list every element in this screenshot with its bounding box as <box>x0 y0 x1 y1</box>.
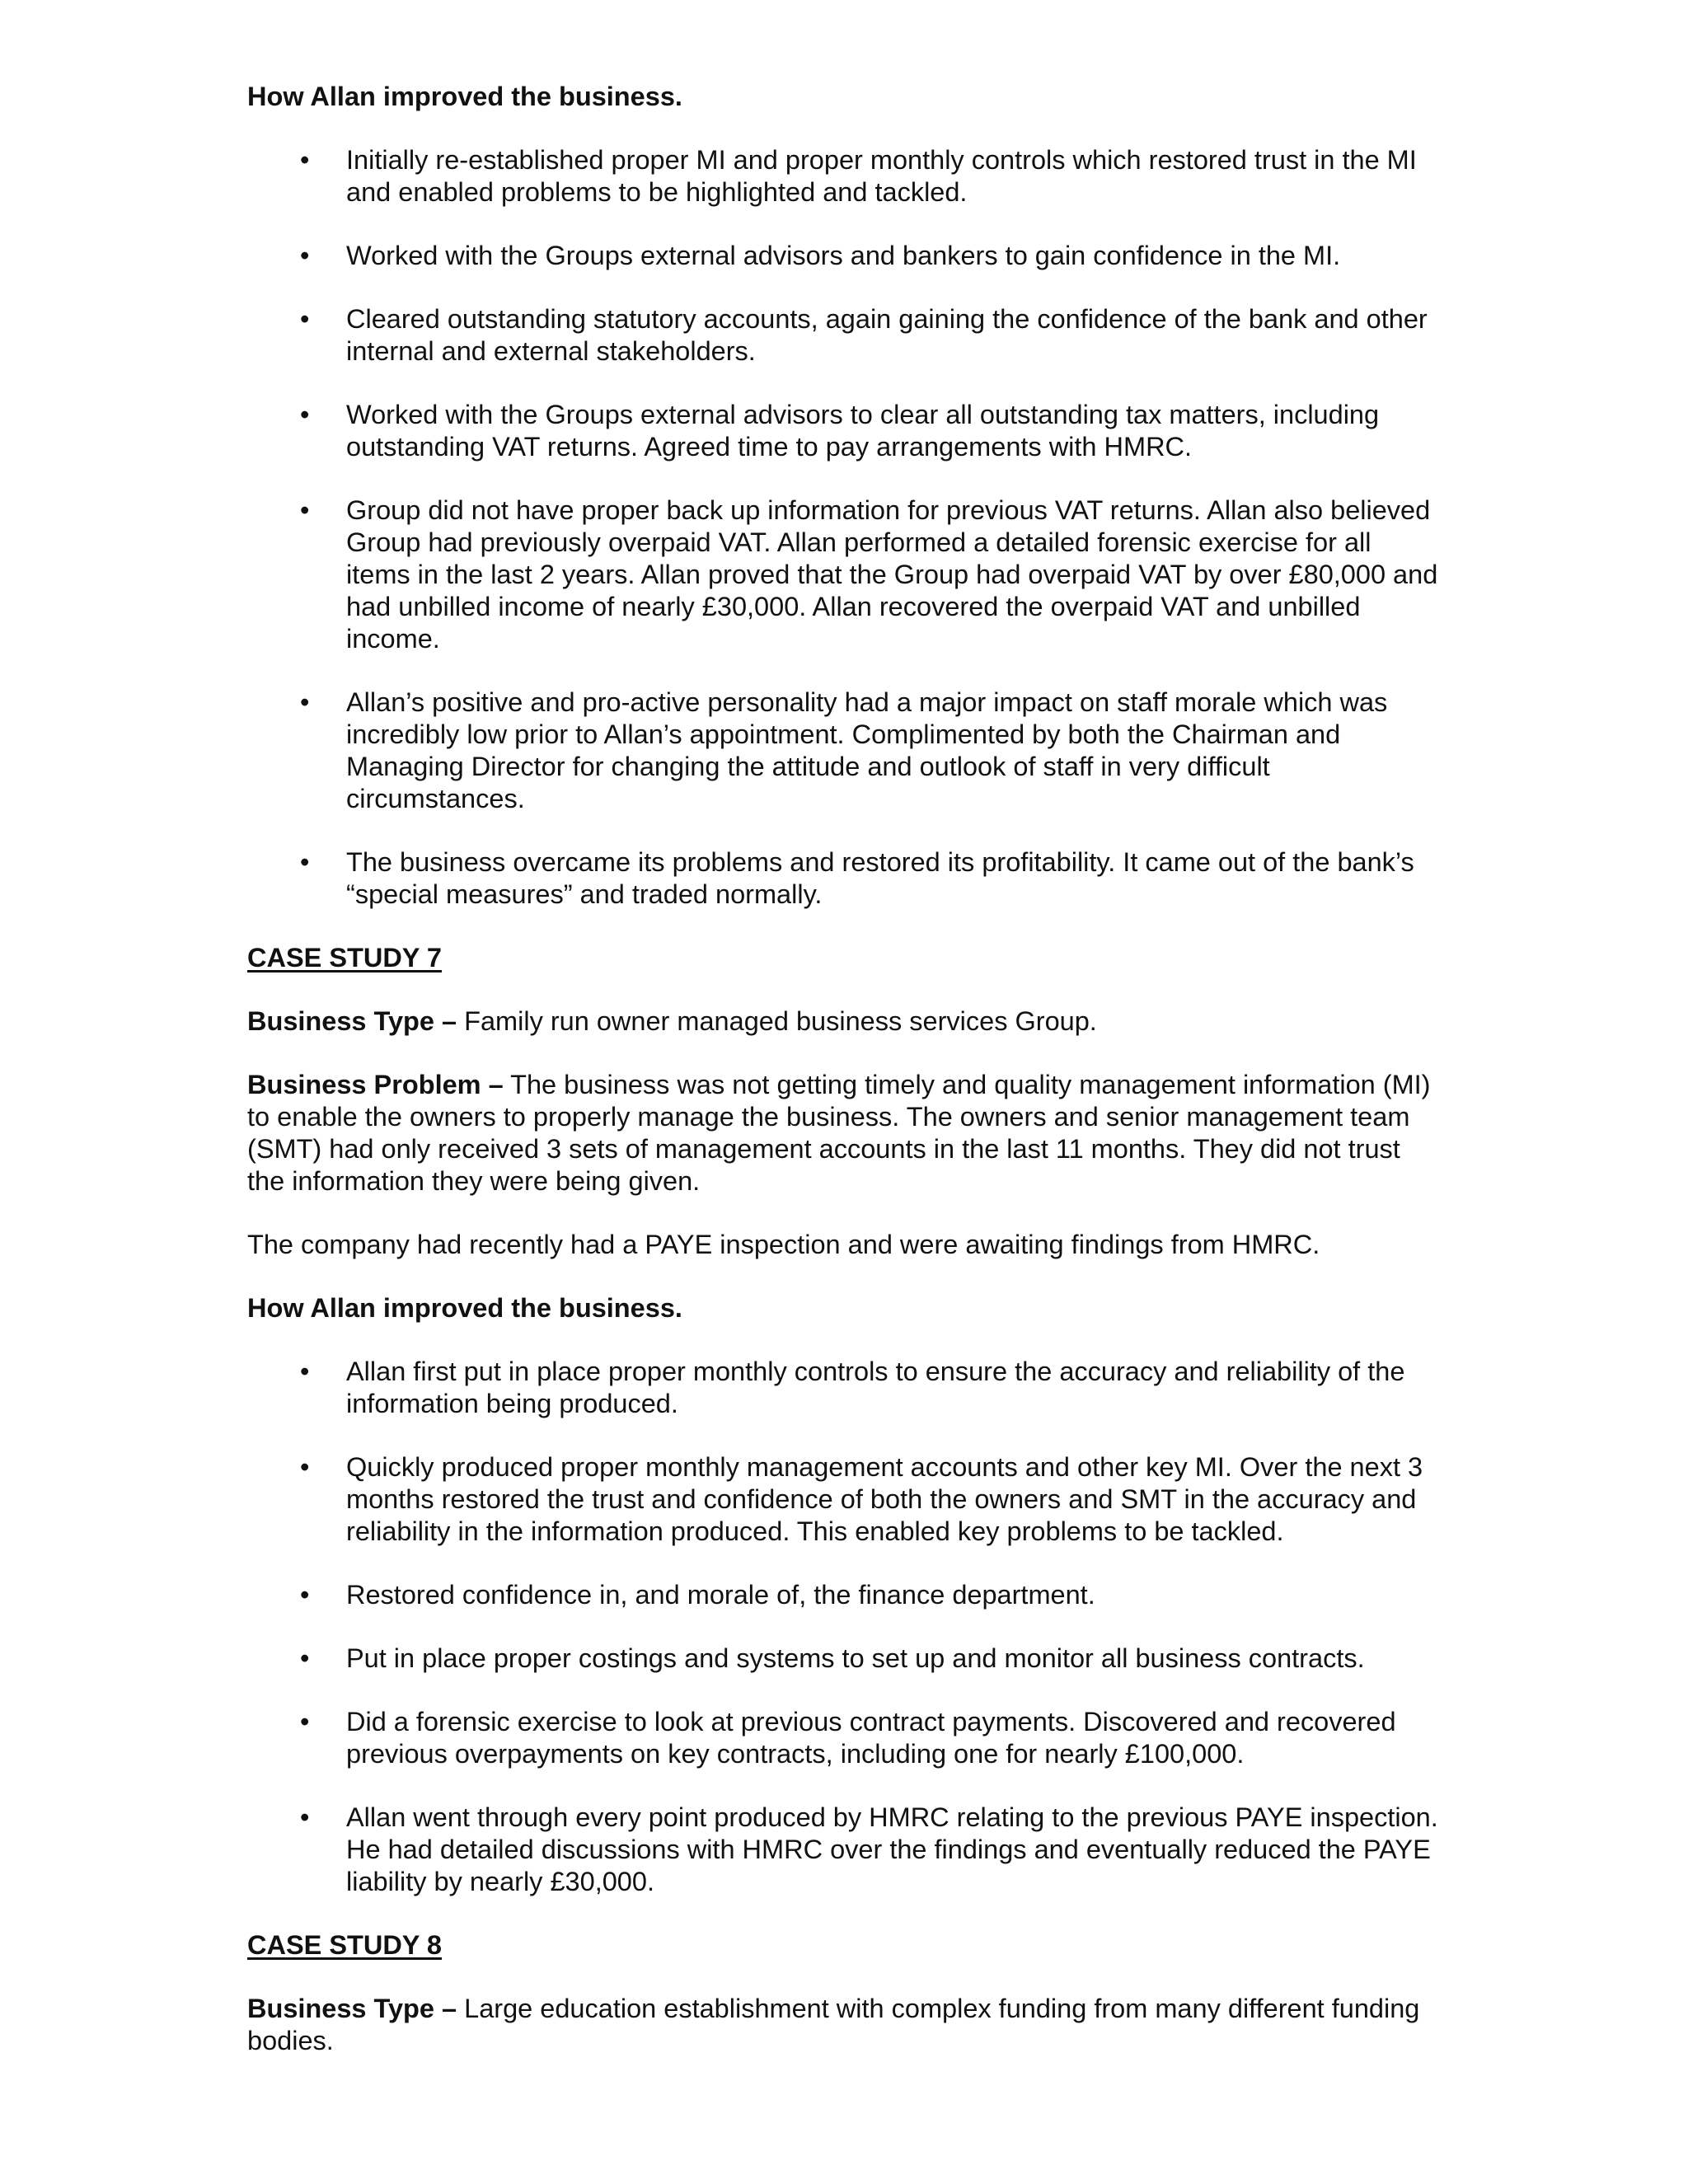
improvement-list <box>247 144 1442 911</box>
bullet-icon: • <box>300 1452 310 1482</box>
list-item: • Quickly produced proper monthly management accounts and other key MI. Over the next 3 months restored the trust and confidence of both the owners and SMT in the accuracy and reliability in the information produced. This enabled key problems to be tackled. <box>300 1452 1423 1546</box>
business-problem-paragraph: Business Problem – The business was not getting timely and quality management information (MI) to enable the owners to properly manage the business. The owners and senior management team (SMT) had only received 3 sets of management accounts in the last 11 months. They did not trust the information they were being given. <box>247 1070 1431 1196</box>
bullet-icon: • <box>300 400 310 429</box>
section-heading: How Allan improved the business. <box>247 82 682 111</box>
list-item: • Initially re-established proper MI and proper monthly controls which restored trust in the MI and enabled problems to be highlighted and tackled. <box>300 145 1417 207</box>
bullet-icon: • <box>300 495 310 525</box>
list-item: • Cleared outstanding statutory accounts, again gaining the confidence of the bank and other internal and external stakeholders. <box>300 304 1428 366</box>
list-item: • Restored confidence in, and morale of, the finance department. <box>300 1580 1095 1610</box>
business-type-label: Business Type – <box>247 1006 457 1036</box>
case-study-8-title: CASE STUDY 8 <box>247 1930 442 1960</box>
list-item: • Worked with the Groups external advisors and bankers to gain confidence in the MI. <box>300 241 1341 270</box>
bullet-icon: • <box>300 847 310 877</box>
list-item: • Allan first put in place proper monthly controls to ensure the accuracy and reliability of the information being produced. <box>300 1357 1405 1418</box>
bullet-icon: • <box>300 1580 310 1610</box>
paye-paragraph: The company had recently had a PAYE inspection and were awaiting findings from HMRC. <box>247 1230 1320 1259</box>
business-type-paragraph: Business Type – Family run owner managed business services Group. <box>247 1006 1097 1036</box>
list-item: • The business overcame its problems and restored its profitability. It came out of the bank’s “special measures” and traded normally. <box>300 847 1414 909</box>
bullet-icon: • <box>300 241 310 270</box>
list-item: • Did a forensic exercise to look at previous contract payments. Discovered and recovered previous overpayments on key contracts, including one for nearly £100,000. <box>300 1707 1396 1769</box>
business-type-label: Business Type – <box>247 1994 457 2023</box>
business-problem-label: Business Problem – <box>247 1070 504 1099</box>
improvement-list <box>247 1356 1442 1898</box>
document-page <box>247 81 1442 2057</box>
business-type-paragraph: Business Type – Large education establishment with complex funding from many different funding bodies. <box>247 1994 1420 2055</box>
bullet-icon: • <box>300 304 310 334</box>
bullet-icon: • <box>300 1802 310 1832</box>
list-item: • Put in place proper costings and systems to set up and monitor all business contracts. <box>300 1643 1365 1673</box>
list-item: • Allan’s positive and pro-active personality had a major impact on staff morale which was incredibly low prior to Allan’s appointment. Complimented by both the Chairman and Managing Director for changing the attitude and outlook of staff in very difficult circumstances. <box>300 687 1388 813</box>
list-item: • Allan went through every point produced by HMRC relating to the previous PAYE inspection. He had detailed discussions with HMRC over the findings and eventually reduced the PAYE liability by nearly £30,000. <box>300 1802 1438 1896</box>
bullet-icon: • <box>300 145 310 175</box>
section-heading: How Allan improved the business. <box>247 1293 682 1323</box>
bullet-icon: • <box>300 687 310 717</box>
bullet-icon: • <box>300 1357 310 1386</box>
bullet-icon: • <box>300 1707 310 1736</box>
list-item: • Worked with the Groups external advisors to clear all outstanding tax matters, including outstanding VAT returns. Agreed time to pay arrangements with HMRC. <box>300 400 1380 462</box>
bullet-icon: • <box>300 1643 310 1673</box>
case-study-7-title: CASE STUDY 7 <box>247 943 442 972</box>
list-item: • Group did not have proper back up information for previous VAT returns. Allan also believed Group had previously overpaid VAT. Allan performed a detailed forensic exercise for all items in the last 2 years. Allan proved that the Group had overpaid VAT by over £80,000 and had unbilled income of nearly £30,000. Allan recovered the overpaid VAT and unbilled income. <box>300 495 1438 654</box>
